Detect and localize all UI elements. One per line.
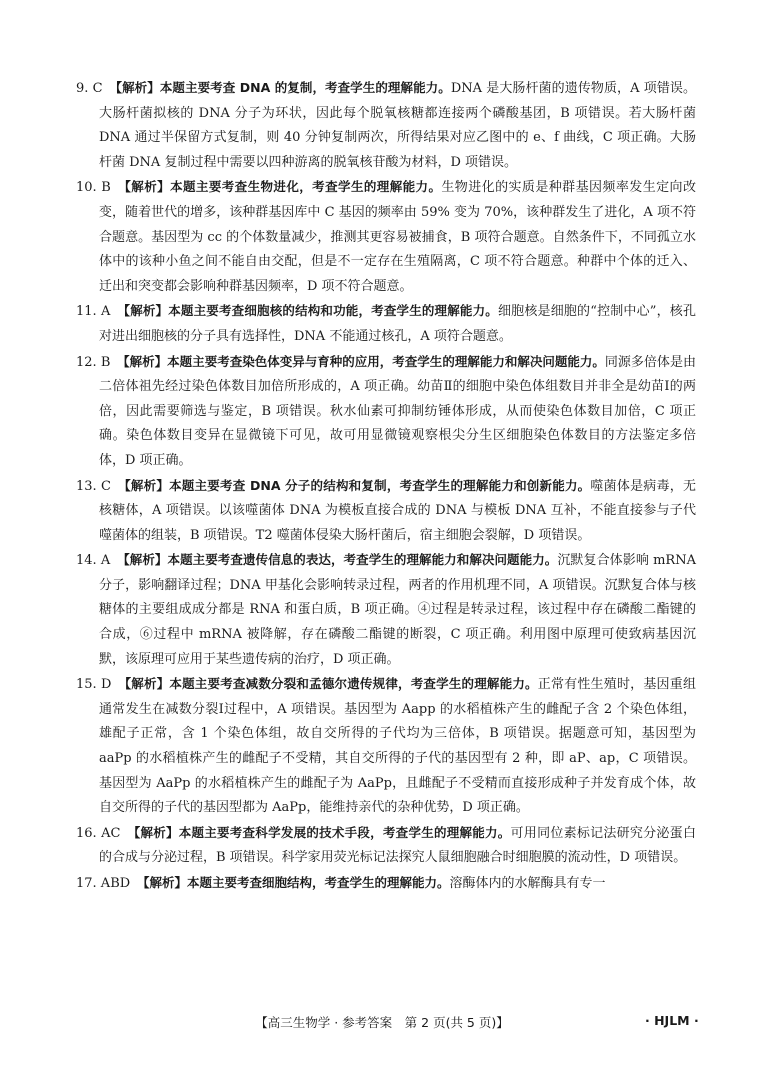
answer-item-16 [76,821,696,871]
analysis-lead: 本题主要考查遗传信息的表达，考查学生的理解能力和解决问题能力。 [167,552,558,568]
analysis-tag: 【解析】 [123,303,169,319]
analysis-tag: 【解析】 [115,80,160,95]
analysis-body: 生物进化的实质是种群基因频率发生定向改变，随着世代的增多，该种群基因库中 C 基因的频率由 59% 变为 70%，该种群发生了进化，A 项不符合题意。基因型为 cc 的个体数量减少，推测其更容易被捕食，B 项符合题意。自然条件下，不同孤立水体中的该种小鱼之间不能自由交配，但是不一定存在生殖隔离，C 项不符合题意。种群中个体的迁入、迁出和突变都会影响种群基因频率，D 项不符合题意。 [99,180,696,294]
analysis-lead: 本题主要考查科学发展的技术手段，考查学生的理解能力。 [178,824,511,840]
analysis-lead: 本题主要考查细胞核的结构和功能，考查学生的理解能力。 [168,303,498,319]
analysis-body: 细胞核是细胞的“控制中心”，核孔对进出细胞核的分子具有选择性，DNA 不能通过核孔，A 项符合题意。 [99,304,696,344]
analysis-body: 可用同位素标记法研究分泌蛋白的合成与分泌过程，B 项错误。科学家用荧光标记法探究人鼠细胞融合时细胞膜的流动性，D 项错误。 [99,825,696,866]
answer-key: 11. A [76,304,111,320]
footer-code: · HJLM · [645,1013,699,1028]
answer-key: 17. ABD [76,876,131,891]
answer-list [76,76,696,897]
analysis-body: 正常有性生殖时，基因重组通常发生在减数分裂Ⅰ过程中，A 项错误。基因型为 Aapp 的水稻植株产生的雌配子含 2 个染色体组，雄配子正常，含 1 个染色体组，故自交所得的子代均为三倍体，B 项错误。据题意可知，基因型为 aaPp 的水稻植株产生的雌配子不受精，其自交所得的子代的基因型有 2 种，即 aP、ap，C 项错误。基因型为 AaPp 的水稻植株产生的雌配子为 AaPp，且雌配子不受精而直接形成种子并发育成个体，故自交所得的子代的基因型都为 AaPp，能维持亲代的杂种优势，D 项正确。 [99,677,696,816]
answer-key: 16. AC [76,825,121,841]
analysis-tag: 【解析】 [143,875,187,890]
analysis-tag: 【解析】 [123,552,168,568]
answer-key: 10. B [76,180,111,196]
analysis-tag: 【解析】 [123,353,168,369]
analysis-lead: 本题主要考查 DNA 的复制，考查学生的理解能力。 [159,80,451,95]
analysis-body: DNA 是大肠杆菌的遗传物质，A 项错误。大肠杆菌拟核的 DNA 分子为环状，因此每个脱氧核糖都连接两个磷酸基团，B 项错误。若大肠杆菌 DNA 通过半保留方式复制，则 40 分钟复制两次，所得结果对应乙图中的 e、f 曲线，C 项正确。大肠杆菌 DNA 复制过程中需要以四种游离的脱氧核苷酸为材料，D 项错误。 [99,81,696,170]
analysis-body: 同源多倍体是由二倍体祖先经过染色体数目加倍所形成的，A 项正确。幼苗Ⅱ的细胞中染色体组数目并非全是幼苗Ⅰ的两倍，因此需要筛选与鉴定，B 项错误。秋水仙素可抑制纺锤体形成，从而使染色体数目加倍，C 项正确。染色体数目变异在显微镜下可见，故可用显微镜观察根尖分生区细胞染色体数目的方法鉴定多倍体，D 项正确。 [99,354,696,468]
analysis-lead: 本题主要考查细胞结构，考查学生的理解能力。 [186,875,450,890]
analysis-lead: 本题主要考查生物进化，考查学生的理解能力。 [170,179,442,195]
analysis-tag: 【解析】 [124,676,170,692]
answer-item-13 [76,474,696,549]
answer-key: 13. C [76,478,111,494]
answer-item-14 [76,548,696,672]
answer-key: 12. B [76,354,111,370]
answer-item-9 [76,76,696,175]
answer-item-17 [76,871,696,897]
analysis-lead: 本题主要考查 DNA 分子的结构和复制，考查学生的理解能力和创新能力。 [169,477,591,493]
analysis-lead: 本题主要考查减数分裂和孟德尔遗传规律，考查学生的理解能力。 [169,676,538,692]
answer-item-11 [76,299,696,349]
page-footer [0,1013,764,1033]
analysis-body: 噬菌体是病毒，无核糖体，A 项错误。以该噬菌体 DNA 为模板直接合成的 DNA 与模板 DNA 互补，不能直接参与子代噬菌体的组装，B 项错误。T2 噬菌体侵染大肠杆菌后，宿主细胞会裂解，D 项错误。 [99,478,696,543]
analysis-tag: 【解析】 [124,477,170,493]
answer-item-10 [76,175,696,299]
answer-key: 9. C [76,81,103,96]
analysis-tag: 【解析】 [124,179,171,195]
answer-key: 14. A [76,553,111,569]
analysis-body: 溶酶体内的水解酶具有专一 [449,876,606,891]
analysis-tag: 【解析】 [133,824,179,840]
analysis-body: 沉默复合体影响 mRNA 分子，影响翻译过程；DNA 甲基化会影响转录过程，两者的作用机理不同，A 项错误。沉默复合体与核糖体的主要组成成分都是 RNA 和蛋白质，B 项正确。④过程是转录过程，该过程中存在磷酸二酯键的合成，⑥过程中 mRNA 被降解，存在磷酸二酯键的断裂，C 项正确。利用图中原理可使致病基因沉默，该原理可应用于某些遗传病的治疗，D 项正确。 [99,553,696,667]
analysis-lead: 本题主要考查染色体变异与育种的应用，考查学生的理解能力和解决问题能力。 [167,353,605,369]
answer-item-15 [76,672,696,821]
answer-item-12 [76,350,696,474]
footer-page-info: 【高三生物学 · 参考答案 第 2 页(共 5 页)】 [255,1015,509,1030]
answer-key: 15. D [76,677,112,693]
